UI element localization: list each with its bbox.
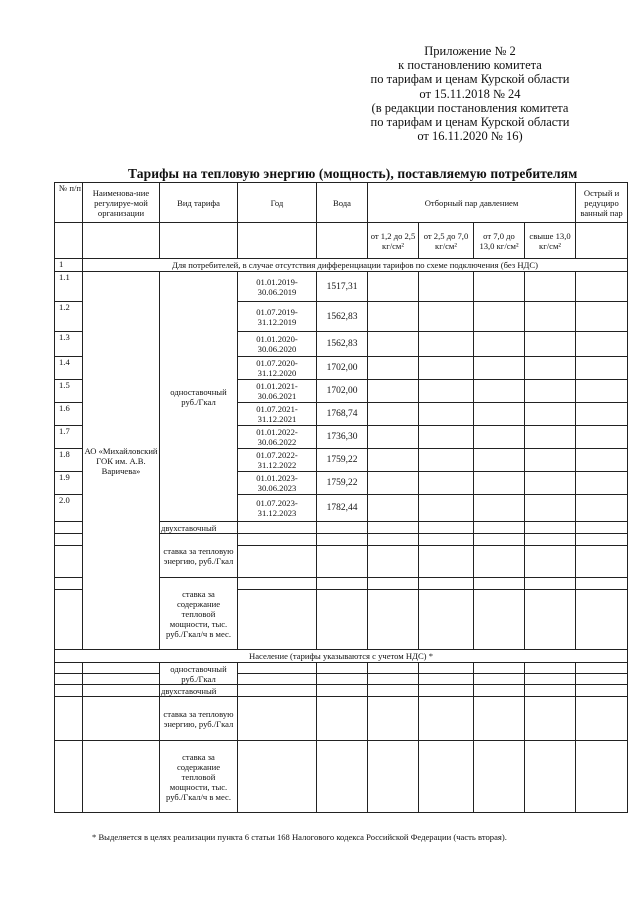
col-sharp-steam-header: Острый и редуциро ванный пар [576,183,628,223]
row-number: 1.8 [55,449,83,472]
row-number: 1.7 [55,426,83,449]
period-cell: 01.01.2020-30.06.2020 [238,332,317,357]
row-number: 2.0 [55,495,83,522]
water-value: 1768,74 [317,403,368,426]
col-year-header: Год [238,183,317,223]
water-value: 1782,44 [317,495,368,522]
table-row [55,272,628,302]
period-cell: 01.01.2022-30.06.2022 [238,426,317,449]
pop-single-rate-label: одноставочный руб./Гкал [160,663,238,685]
table-row [55,741,628,813]
header-line: к постановлению комитета [398,58,542,73]
row-number: 1.5 [55,380,83,403]
section-number: 1 [55,259,83,272]
period-cell: 01.07.2021-31.12.2021 [238,403,317,426]
water-value: 1702,00 [317,357,368,380]
table-row [55,674,628,685]
water-value: 1759,22 [317,449,368,472]
period-cell: 01.07.2019-31.12.2019 [238,302,317,332]
header-line: по тарифам и ценам Курской области [370,72,570,87]
row-number: 1.4 [55,357,83,380]
pop-capacity-rate-label: ставка за содержание тепловой мощности, тыс. руб./Гкал/ч в мес. [160,741,238,813]
capacity-rate-label: ставка за содержание тепловой мощности, тыс. руб./Гкал/ч в мес. [160,578,238,650]
row-number: 1.6 [55,403,83,426]
tariff-table [54,182,628,813]
pressure-1-header: от 1,2 до 2,5 кг/см² [368,223,419,259]
period-cell: 01.01.2021-30.06.2021 [238,380,317,403]
col-steam-header: Отборный пар давлением [368,183,576,223]
single-rate-label: одноставочный руб./Гкал [160,272,238,522]
table-header-row [55,183,628,223]
header-line: от 15.11.2018 № 24 [419,86,521,101]
water-value: 1702,00 [317,380,368,403]
period-cell: 01.07.2020-31.12.2020 [238,357,317,380]
col-org-header: Наименова-ние регулируе-мой организации [83,183,160,223]
population-section-title: Население (тарифы указываются с учетом НДС) * [55,650,628,663]
section-row [55,650,628,663]
row-number: 1.3 [55,332,83,357]
water-value: 1736,30 [317,426,368,449]
col-tariff-header: Вид тарифа [160,183,238,223]
header-line: по тарифам и ценам Курской области [370,115,570,130]
water-value: 1759,22 [317,472,368,495]
pressure-4-header: свыше 13,0 кг/см² [525,223,576,259]
water-value: 1562,83 [317,332,368,357]
water-value: 1517,31 [317,272,368,302]
pop-two-rate-label: двухставочный [160,685,238,697]
table-row [55,663,628,674]
footnote: * Выделяется в целях реализации пункта 6 статьи 168 Налогового кодекса Российской Федерации (часть вторая). [92,832,507,842]
period-cell: 01.01.2023-30.06.2023 [238,472,317,495]
table-row [55,697,628,741]
period-cell: 01.07.2023-31.12.2023 [238,495,317,522]
document-title: Тарифы на тепловую энергию (мощность), поставляемую потребителям [128,166,578,181]
header-line: (в редакции постановления комитета [371,100,569,115]
row-number: 1.9 [55,472,83,495]
two-rate-label: двухставочный [160,522,238,534]
table-row [55,685,628,697]
organization-name: АО «Михайловский ГОК им. А.В. Варичева» [83,272,160,650]
period-cell: 01.01.2019-30.06.2019 [238,272,317,302]
row-number: 1.1 [55,272,83,302]
col-water-header: Вода [317,183,368,223]
energy-rate-label: ставка за тепловую энергию, руб./Гкал [160,534,238,578]
pressure-3-header: от 7,0 до 13,0 кг/см² [474,223,525,259]
header-line: от 16.11.2020 № 16) [417,129,523,144]
row-number: 1.2 [55,302,83,332]
section-row [55,259,628,272]
pressure-2-header: от 2,5 до 7,0 кг/см² [419,223,474,259]
pop-energy-rate-label: ставка за тепловую энергию, руб./Гкал [160,697,238,741]
table-subheader-row [55,223,628,259]
water-value: 1562,83 [317,302,368,332]
section-title: Для потребителей, в случае отсутствия дифференциации тарифов по схеме подключения (без НДС) [83,259,628,272]
col-num-header: № п/п [55,183,83,223]
period-cell: 01.07.2022-31.12.2022 [238,449,317,472]
appendix-header [340,44,600,143]
header-line: Приложение № 2 [424,44,516,58]
